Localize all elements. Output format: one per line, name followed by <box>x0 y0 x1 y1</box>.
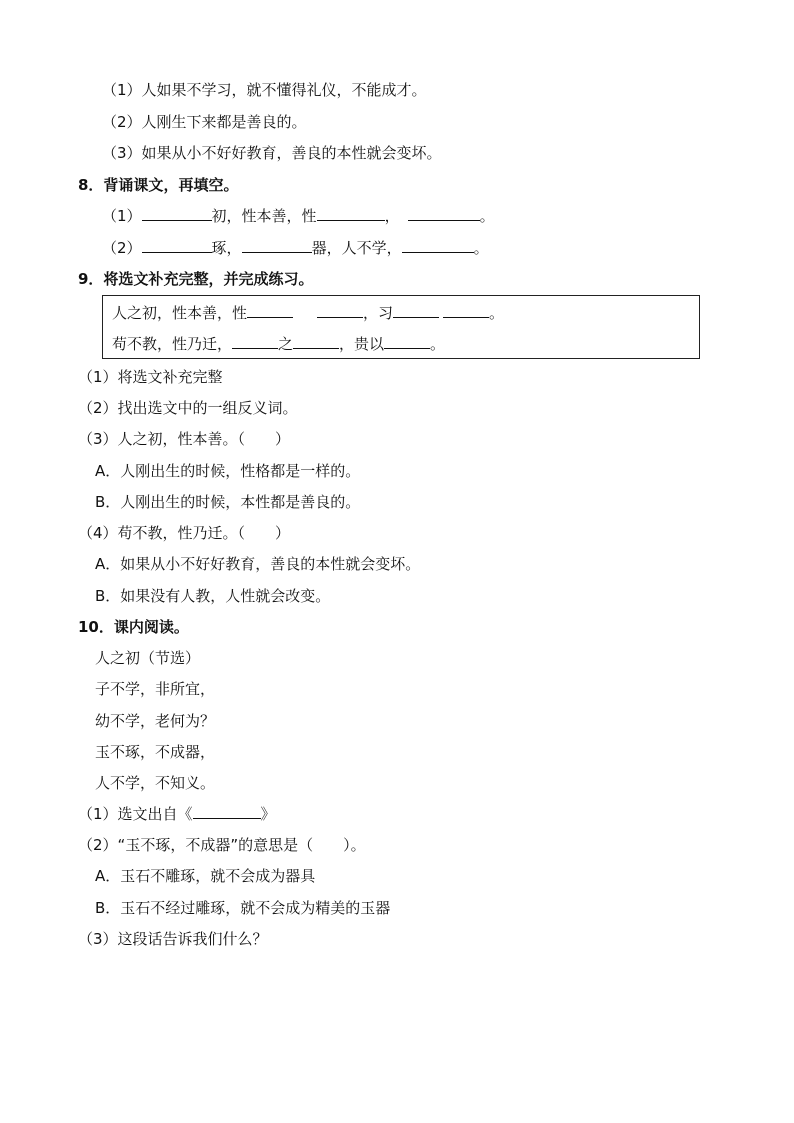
answer-blank[interactable] <box>293 334 339 349</box>
q9-box-line-2-text-b: 之 <box>278 335 294 353</box>
q8-line-2-text-b: 器，人不学， <box>311 239 402 257</box>
q8-line-1-text-c: 。 <box>479 207 495 225</box>
answer-blank[interactable] <box>193 804 261 819</box>
q10-sub-2-option-a[interactable]: A．玉石不雕琢，就不会成为器具 <box>95 867 316 885</box>
answer-blank[interactable] <box>242 238 312 253</box>
q10-sub-1-text-a: （1）选文出自《 <box>78 805 193 823</box>
q10-sub-1-text-b: 》 <box>260 805 276 823</box>
answer-blank[interactable] <box>408 206 480 221</box>
answer-blank[interactable] <box>443 303 489 318</box>
answer-blank[interactable] <box>317 206 385 221</box>
q10-title: 10．课内阅读。 <box>78 618 189 636</box>
q9-sub-1: （1）将选文补充完整 <box>78 368 223 386</box>
answer-blank[interactable] <box>402 238 474 253</box>
answer-blank[interactable] <box>232 334 278 349</box>
q9-box-line-2 <box>112 334 445 354</box>
q9-sub-3-option-b[interactable]: B．人刚出生的时候，本性都是善良的。 <box>95 493 361 511</box>
q9-box-line-1 <box>112 303 504 323</box>
q8-line-1-text-b: ， <box>384 207 400 225</box>
answer-blank[interactable] <box>393 303 439 318</box>
prev-option-2: （2）人刚生下来都是善良的。 <box>102 113 307 131</box>
q10-poem-title: 人之初（节选） <box>95 649 201 667</box>
q9-box-line-1-text-c: 。 <box>489 304 505 322</box>
q9-box-line-2-text-d: 。 <box>430 335 446 353</box>
prev-option-1: （1）人如果不学习，就不懂得礼仪，不能成才。 <box>102 81 427 99</box>
q10-poem-line-3: 玉不琢，不成器， <box>95 743 216 761</box>
answer-blank[interactable] <box>317 303 363 318</box>
q9-box-line-2-text-c: ，贵以 <box>339 335 385 353</box>
q9-sub-4: （4）苟不教，性乃迁。（ ） <box>78 524 291 542</box>
answer-blank[interactable] <box>384 334 430 349</box>
q10-sub-3: （3）这段话告诉我们什么？ <box>78 930 268 948</box>
q8-line-1-num: （1） <box>102 207 142 225</box>
q8-title: 8．背诵课文，再填空。 <box>78 176 239 194</box>
q9-title: 9．将选文补充完整，并完成练习。 <box>78 270 314 288</box>
answer-blank[interactable] <box>142 206 212 221</box>
q10-sub-1 <box>78 804 276 824</box>
q8-line-2-text-c: 。 <box>473 239 489 257</box>
q10-poem-line-1: 子不学，非所宜， <box>95 680 216 698</box>
q9-sub-3: （3）人之初，性本善。（ ） <box>78 430 291 448</box>
q8-line-2 <box>102 238 489 258</box>
q8-line-1 <box>102 206 495 226</box>
q9-box-line-1-text-a: 人之初，性本善，性 <box>112 304 248 322</box>
q10-poem-line-2: 幼不学，老何为？ <box>95 712 216 730</box>
answer-blank[interactable] <box>142 238 212 253</box>
q9-sub-4-option-b[interactable]: B．如果没有人教，人性就会改变。 <box>95 587 331 605</box>
q10-sub-2-option-b[interactable]: B．玉石不经过雕琢，就不会成为精美的玉器 <box>95 899 391 917</box>
q10-poem-line-4: 人不学，不知义。 <box>95 774 216 792</box>
prev-option-3: （3）如果从小不好好教育，善良的本性就会变坏。 <box>102 144 442 162</box>
q9-box-line-2-text-a: 苟不教，性乃迁， <box>112 335 233 353</box>
q9-sub-4-option-a[interactable]: A．如果从小不好好教育，善良的本性就会变坏。 <box>95 555 421 573</box>
answer-blank[interactable] <box>247 303 293 318</box>
q10-sub-2: （2）“玉不琢，不成器”的意思是（ ）。 <box>78 836 366 854</box>
q9-sub-2: （2）找出选文中的一组反义词。 <box>78 399 298 417</box>
q8-line-2-num: （2） <box>102 239 142 257</box>
q9-sub-3-option-a[interactable]: A．人刚出生的时候，性格都是一样的。 <box>95 462 361 480</box>
q9-box-line-1-text-b: ，习 <box>363 304 394 322</box>
q8-line-2-text-a: 琢， <box>211 239 242 257</box>
q8-line-1-text-a: 初，性本善，性 <box>211 207 317 225</box>
